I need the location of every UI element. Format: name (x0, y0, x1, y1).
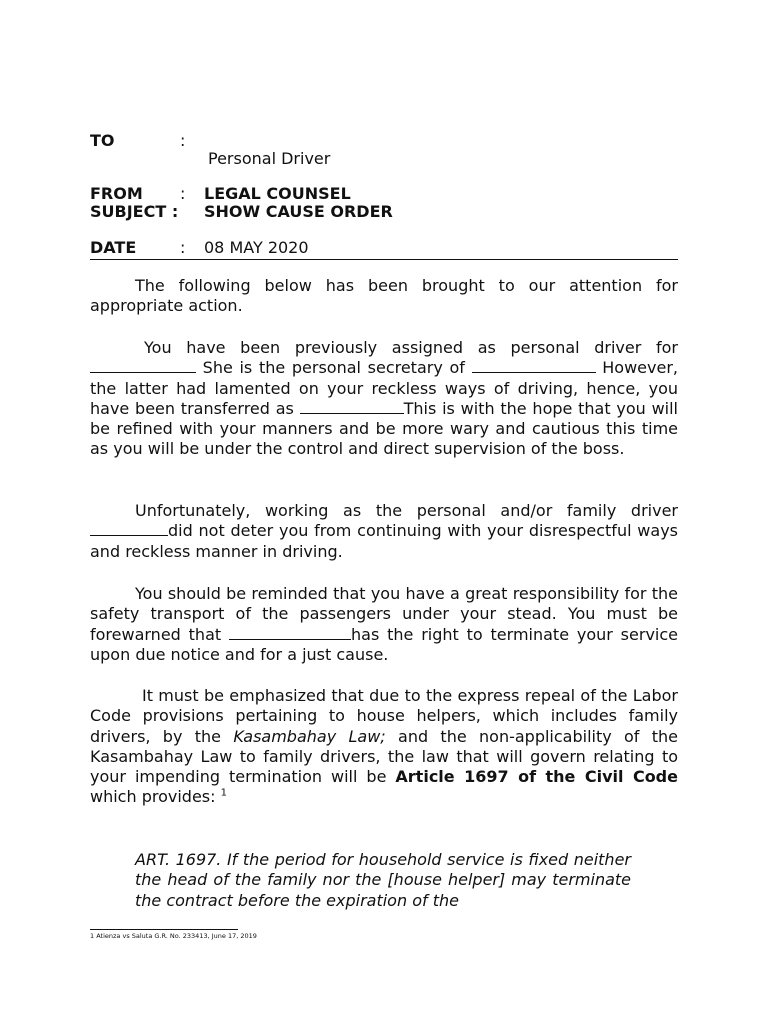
from-value: LEGAL COUNSEL (204, 184, 351, 203)
p5-text-c: which provides: (90, 787, 216, 807)
quote-text: ART. 1697. If the period for household service is fixed neither the head of the family nor the [house helper] may terminate the contract before the expiration of the (135, 850, 631, 910)
subject-value: SHOW CAUSE ORDER (204, 202, 393, 221)
date-value: 08 MAY 2020 (204, 238, 309, 257)
p3-text-a: Unfortunately, working as the personal and/or family driver (135, 501, 678, 520)
blank-field (90, 358, 196, 373)
p5-text-b: and the non-applicability of the Kasambahay Law to family drivers, the law that will govern relating to your impending termination will be (90, 726, 679, 787)
blank-field (229, 625, 351, 640)
to-colon: : (180, 131, 186, 150)
blank-field (90, 521, 168, 536)
p3-text-b: did not deter you from continuing with your disrespectful ways and reckless manner in driving. (90, 521, 678, 561)
header-divider (90, 259, 678, 260)
date-colon: : (180, 238, 186, 257)
p2-text-c: However, the latter had lamented on your reckless ways of driving, hence, you have been transferred as (90, 358, 678, 418)
article-quote (135, 850, 631, 911)
footnote-reference: 1 (220, 788, 227, 800)
blank-field (472, 358, 596, 373)
p2-text-a: You have been previously assigned as personal driver for (144, 338, 678, 357)
kasambahay-law-italic: Kasambahay Law; (233, 726, 386, 746)
paragraph-4 (90, 584, 678, 665)
paragraph-1 (90, 276, 678, 317)
footnote: 1 Atienza vs Saluta G.R. No. 233413, June 17, 2019 (90, 932, 257, 940)
p2-text-d: This is with the hope that you will be refined with your manners and be more wary and cautious this time as you will be under the control and direct supervision of the boss. (90, 398, 678, 459)
p2-text-b: She is the personal secretary of (202, 358, 465, 378)
subject-label: SUBJECT : (90, 202, 179, 221)
footnote-divider (90, 929, 238, 930)
p4-text-a: You should be reminded that you have a great responsibility for the safety transport of the passengers under your stead. You must be forewarned that (90, 584, 678, 644)
article-1697-reference: Article 1697 of the Civil Code (395, 767, 678, 787)
from-colon: : (180, 184, 186, 203)
from-label: FROM (90, 184, 143, 203)
p5-text-a: It must be emphasized that due to the express repeal of the Labor Code provisions pertaining to house helpers, which includes family drivers, by the (90, 686, 678, 746)
paragraph-2 (90, 338, 678, 460)
paragraph-3 (90, 501, 678, 562)
date-label: DATE (90, 238, 137, 257)
paragraph-5 (90, 686, 678, 808)
p1-text: The following below has been brought to our attention for appropriate action. (90, 276, 678, 316)
to-value: Personal Driver (208, 149, 331, 168)
blank-field (300, 399, 404, 414)
p4-text-b: has the right to terminate your service upon due notice and for a just cause. (90, 624, 678, 664)
to-label: TO (90, 131, 115, 150)
